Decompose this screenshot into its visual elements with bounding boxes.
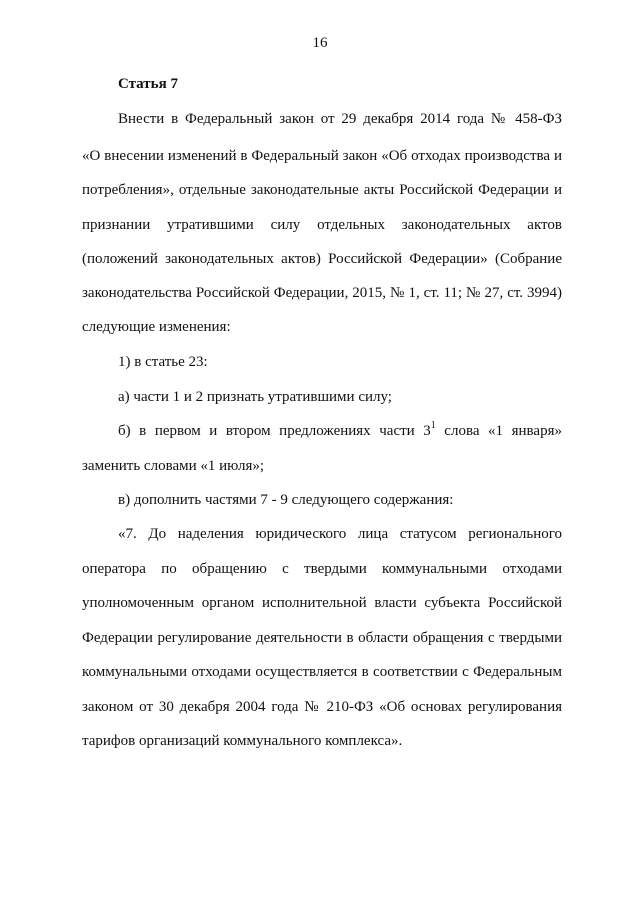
page-number: 16 — [312, 35, 328, 51]
paragraph-line-4: признании утратившими силу отдельных законодательных актов — [82, 217, 562, 233]
paragraph-line-6: законодательства Российской Федерации, 2015, № 1, ст. 11; № 27, ст. 3994) — [82, 285, 562, 301]
paragraph-line-1: Внести в Федеральный закон от 29 декабря 2014 года № 458-ФЗ — [118, 111, 562, 127]
list-item-b-text-start: б) в первом и втором предложениях части 3 — [118, 423, 431, 439]
quoted-paragraph-line-5: коммунальными отходами осуществляется в соответствии с Федеральным — [82, 664, 562, 680]
quoted-paragraph-line-2: оператора по обращению с твердыми коммунальными отходами — [82, 561, 562, 577]
quoted-paragraph-line-3: уполномоченным органом исполнительной власти субъекта Российской — [82, 595, 562, 611]
list-item-b-line-1 — [118, 421, 562, 441]
list-item-a: а) части 1 и 2 признать утратившими силу; — [118, 389, 392, 405]
quoted-paragraph-line-1: «7. До наделения юридического лица статусом регионального — [118, 526, 562, 542]
quoted-paragraph-line-7: тарифов организаций коммунального комплекса». — [82, 733, 403, 749]
paragraph-line-5: (положений законодательных актов) Российской Федерации» (Собрание — [82, 251, 562, 267]
superscript-1: 1 — [430, 420, 436, 431]
list-item-b-line-2: заменить словами «1 июля»; — [82, 458, 265, 474]
list-item-v: в) дополнить частями 7 - 9 следующего содержания: — [118, 492, 454, 508]
paragraph-line-3: потребления», отдельные законодательные акты Российской Федерации и — [82, 182, 562, 198]
list-item-1: 1) в статье 23: — [118, 354, 208, 370]
list-item-b-text-end: слова «1 января» — [435, 423, 562, 439]
article-heading: Статья 7 — [118, 76, 178, 92]
paragraph-line-7: следующие изменения: — [82, 319, 231, 335]
quoted-paragraph-line-4: Федерации регулирование деятельности в области обращения с твердыми — [82, 630, 562, 646]
paragraph-line-2: «О внесении изменений в Федеральный закон «Об отходах производства и — [82, 148, 562, 164]
quoted-paragraph-line-6: законом от 30 декабря 2004 года № 210-ФЗ «Об основах регулирования — [82, 699, 562, 715]
